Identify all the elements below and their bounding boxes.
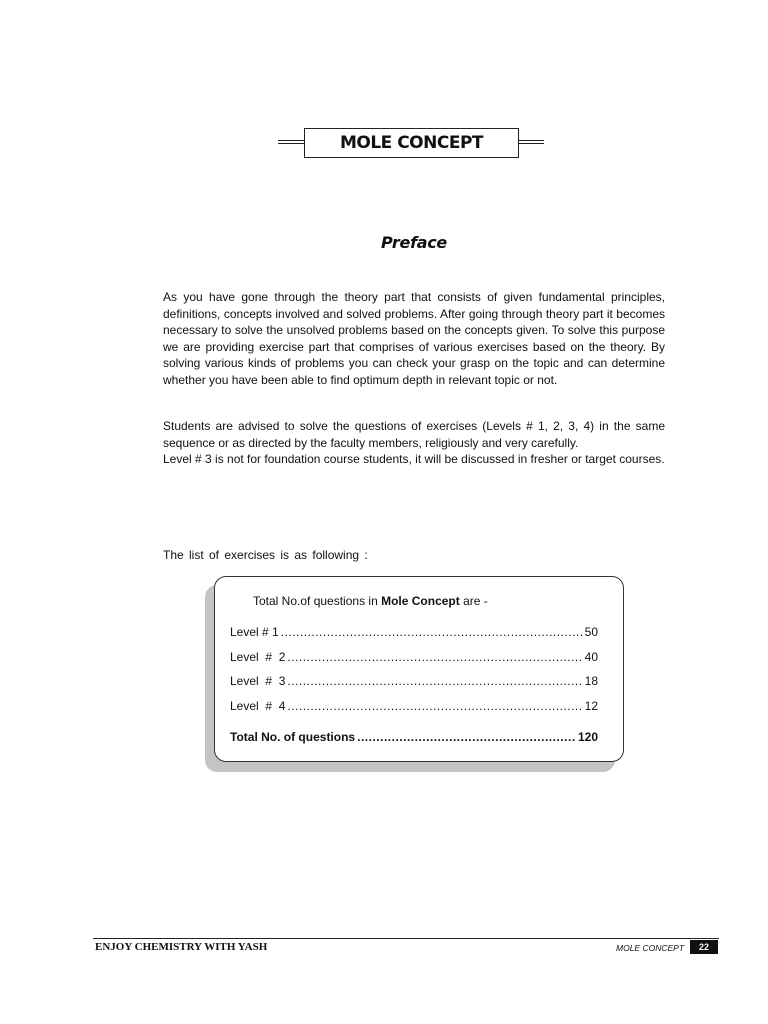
preface-heading: Preface (381, 233, 447, 252)
level-row (230, 625, 598, 641)
total-row (230, 730, 598, 746)
footer-rule (93, 938, 719, 939)
title-rule-left (278, 143, 304, 144)
page-title-banner (278, 128, 544, 158)
total-count: 120 (577, 730, 598, 744)
level-label: Level # 2 (230, 650, 286, 664)
leader-dots (287, 650, 582, 664)
summary-heading-prefix: Total No.of questions in (253, 594, 382, 608)
summary-heading-topic: Mole Concept (381, 594, 460, 608)
title-rule-right (518, 143, 544, 144)
leader-dots (287, 674, 582, 688)
level-label: Level # 3 (230, 674, 286, 688)
level-count: 50 (584, 625, 598, 639)
page-number: 22 (690, 940, 718, 954)
footer-chapter: MOLE CONCEPT (616, 943, 685, 953)
level-count: 18 (584, 674, 598, 688)
total-label: Total No. of questions (230, 730, 356, 744)
level-row (230, 699, 598, 715)
summary-heading (253, 594, 488, 608)
summary-heading-suffix: are - (459, 594, 488, 608)
level-count: 40 (584, 650, 598, 664)
level-count: 12 (584, 699, 598, 713)
leader-dots (287, 699, 582, 713)
page-title: MOLE CONCEPT (304, 128, 519, 158)
preface-paragraph: Level # 3 is not for foundation course students, it will be discussed in fresher or target courses. (163, 452, 665, 466)
footer-brand: ENJOY CHEMISTRY WITH YASH (95, 941, 268, 953)
preface-paragraph: As you have gone through the theory part that consists of given fundamental principles, definitions, concepts involved and solved problems. After going through theory part it becomes necessary to solve the unsolved problems based on the concepts given. To solve this purpose we are providing exercise part that comprises of various exercises based on the theory. By solving various kinds of problems you can check your grasp on the topic and can determine whether you have been able to find optimum depth in relevant topic or not. (163, 290, 665, 387)
level-row (230, 650, 598, 666)
title-rule-right (518, 140, 544, 141)
preface-paragraph: Students are advised to solve the questions of exercises (Levels # 1, 2, 3, 4) in the same sequence or as directed by the faculty members, religiously and very carefully. (163, 419, 665, 450)
level-label: Level # 4 (230, 699, 286, 713)
exercise-list-intro: The list of exercises is as following : (163, 548, 368, 562)
level-label: Level # 1 (230, 625, 279, 639)
leader-dots (357, 730, 576, 744)
title-rule-left (278, 140, 304, 141)
level-row (230, 674, 598, 690)
leader-dots (281, 625, 583, 639)
